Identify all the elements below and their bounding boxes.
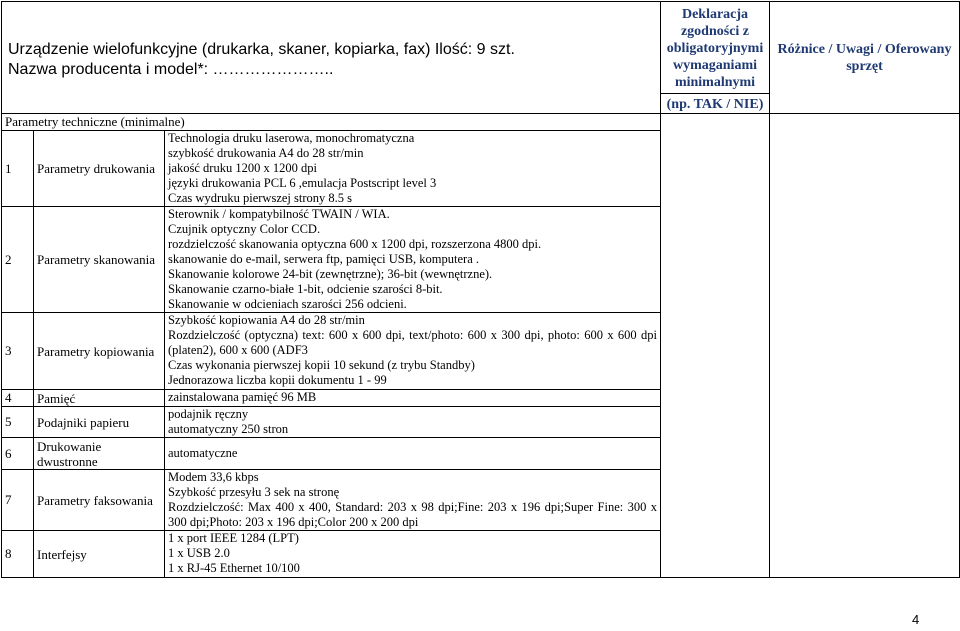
row-name: Interfejsy bbox=[34, 531, 165, 578]
desc-line: języki drukowania PCL 6 ,emulacja Postscript level 3 bbox=[168, 176, 437, 190]
row-number: 6 bbox=[2, 438, 34, 470]
desc-line: Skanowanie czarno-białe 1-bit, odcienie szarości 8-bit. bbox=[168, 282, 443, 296]
row-name: Podajniki papieru bbox=[34, 407, 165, 438]
row-name: Parametry drukowania bbox=[34, 131, 165, 207]
row-description bbox=[165, 207, 661, 313]
row-number: 5 bbox=[2, 407, 34, 438]
desc-line: Skanowanie kolorowe 24-bit (zewnętrzne); 36-bit (wewnętrzne). bbox=[168, 267, 493, 281]
desc-line: Jednorazowa liczba kopii dokumentu 1 - 99 bbox=[168, 373, 387, 387]
row-description bbox=[165, 470, 661, 531]
desc-line: Szybkość kopiowania A4 do 28 str/min bbox=[168, 313, 365, 327]
desc-line: Czujnik optyczny Color CCD. bbox=[168, 222, 321, 236]
row-name: Parametry kopiowania bbox=[34, 313, 165, 390]
row-name: Parametry skanowania bbox=[34, 207, 165, 313]
desc-line: Czas wykonania pierwszej kopii 10 sekund (z trybu Standby) bbox=[168, 358, 475, 372]
desc-line: Sterownik / kompatybilność TWAIN / WIA. bbox=[168, 207, 390, 221]
desc-line: zainstalowana pamięć 96 MB bbox=[168, 390, 317, 404]
section-title: Parametry techniczne (minimalne) bbox=[2, 114, 661, 131]
row-description bbox=[165, 407, 661, 438]
row-description bbox=[165, 438, 661, 470]
desc-line: 1 x USB 2.0 bbox=[168, 546, 230, 560]
row-description bbox=[165, 390, 661, 407]
document-title bbox=[2, 2, 661, 114]
desc-line: Czas wydruku pierwszej strony 8.5 s bbox=[168, 191, 352, 205]
desc-line: Skanowanie w odcieniach szarości 256 odcieni. bbox=[168, 297, 407, 311]
desc-line: Szybkość przesyłu 3 sek na stronę bbox=[168, 485, 340, 499]
declaration-column-header: Deklaracja zgodności z obligatoryjnymi wymaganiami minimalnymi bbox=[661, 2, 770, 94]
row-description bbox=[165, 531, 661, 578]
desc-line: 1 x port IEEE 1284 (LPT) bbox=[168, 531, 299, 545]
desc-line: Technologia druku laserowa, monochromatyczna bbox=[168, 131, 415, 145]
row-name: Parametry faksowania bbox=[34, 470, 165, 531]
row-name: Drukowanie dwustronne bbox=[34, 438, 165, 470]
desc-line: Modem 33,6 kbps bbox=[168, 470, 259, 484]
desc-line: skanowanie do e-mail, serwera ftp, pamięci USB, komputera . bbox=[168, 252, 480, 266]
desc-line: jakość druku 1200 x 1200 dpi bbox=[168, 161, 317, 175]
row-number: 8 bbox=[2, 531, 34, 578]
row-number: 1 bbox=[2, 131, 34, 207]
desc-line: 1 x RJ-45 Ethernet 10/100 bbox=[168, 561, 300, 575]
row-number: 7 bbox=[2, 470, 34, 531]
row-number: 3 bbox=[2, 313, 34, 390]
desc-line: Rozdzielczość (optyczna) text: 600 x 600 dpi, text/photo: 600 x 300 dpi, photo: 600 x 600 dpi (platen2), 600 x 600 (ADF3 bbox=[168, 328, 657, 357]
row-number: 2 bbox=[2, 207, 34, 313]
row-number: 4 bbox=[2, 390, 34, 407]
device-title: Urządzenie wielofunkcyjne (drukarka, skaner, kopiarka, fax) Ilość: 9 szt. bbox=[8, 41, 515, 58]
desc-line: automatyczne bbox=[168, 446, 238, 460]
row-description bbox=[165, 313, 661, 390]
desc-line: Rozdzielczość: Max 400 x 400, Standard: 203 x 98 dpi;Fine: 203 x 196 dpi;Super Fine: 300 x 300 dpi;Photo: 203 x 196 dpi;Color 200 x 200 dpi bbox=[168, 500, 657, 529]
header-row bbox=[2, 2, 960, 94]
row-description bbox=[165, 131, 661, 207]
page-number: 4 bbox=[912, 612, 920, 627]
manufacturer-model-label: Nazwa producenta i model*: ………………….. bbox=[8, 61, 334, 78]
desc-line: podajnik ręczny bbox=[168, 407, 249, 421]
desc-line: rozdzielczość skanowania optyczna 600 x 1200 dpi, rozszerzona 4800 dpi. bbox=[168, 237, 542, 251]
declaration-cells bbox=[661, 114, 770, 578]
differences-cells bbox=[770, 114, 960, 578]
desc-line: szybkość drukowania A4 do 28 str/min bbox=[168, 146, 364, 160]
spec-table bbox=[1, 1, 960, 578]
desc-line: automatyczny 250 stron bbox=[168, 422, 289, 436]
differences-column-header: Różnice / Uwagi / Oferowany sprzęt bbox=[770, 2, 960, 114]
declaration-note: (np. TAK / NIE) bbox=[661, 94, 770, 114]
row-name: Pamięć bbox=[34, 390, 165, 407]
